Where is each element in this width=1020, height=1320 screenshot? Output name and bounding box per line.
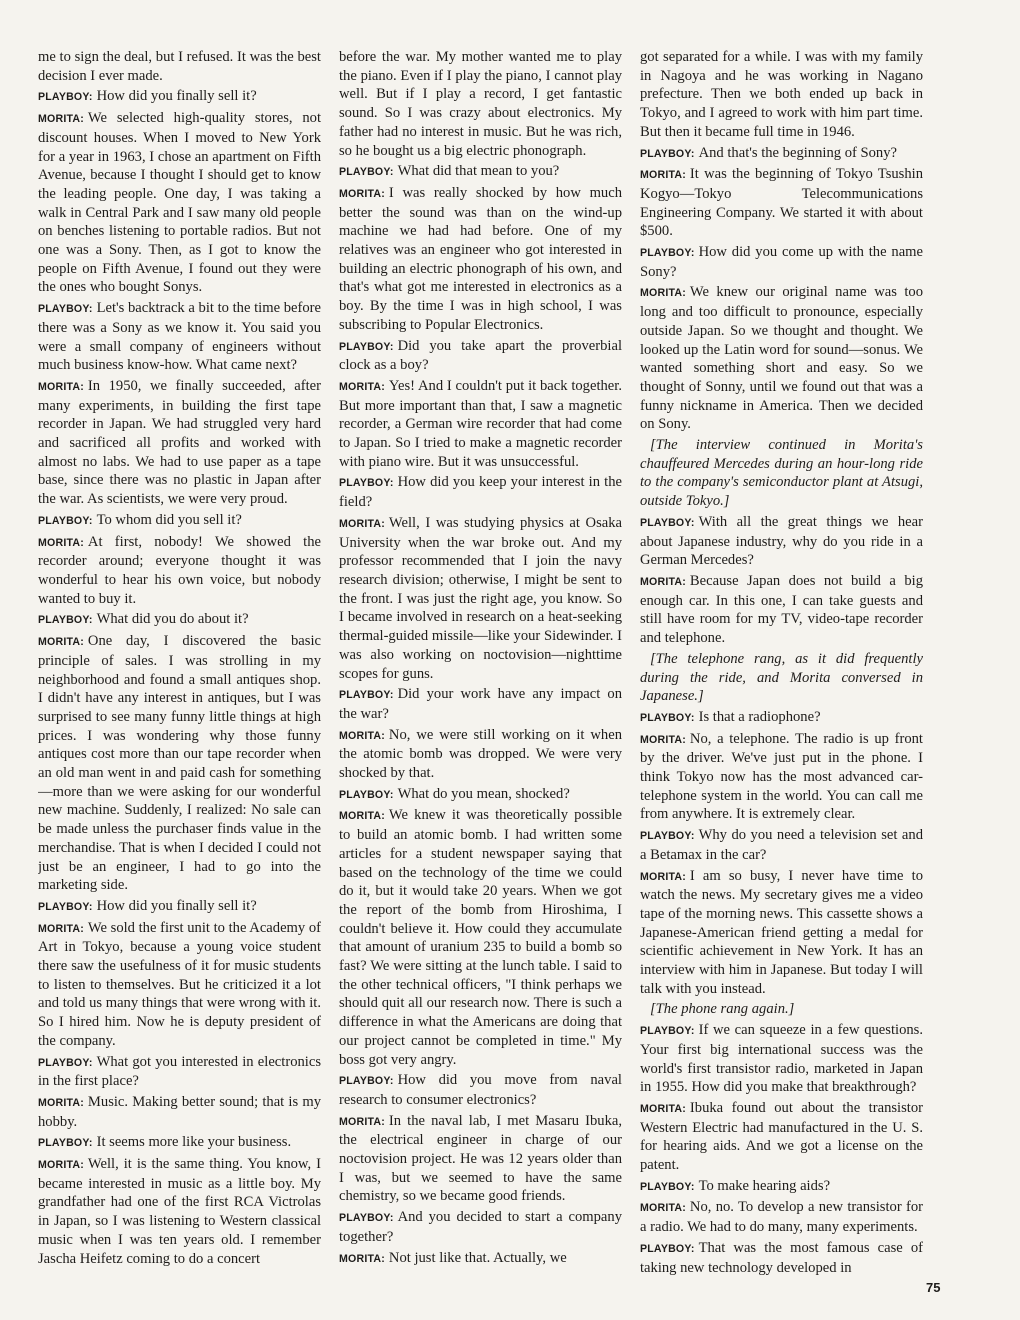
speaker-label: MORITA: [339,810,385,823]
speaker-label: MORITA: [339,1252,385,1265]
speaker-label: MORITA: [640,870,686,883]
qa-paragraph [640,1198,923,1236]
paragraph-text: before the war. My mother wanted me to play the piano. Even if I play the piano, I cannot play well. But if I play a record, I get fantastic sound. So I was crazy about electronics. My father had no interest in music. But he was rich, so he bought us a big electric phonograph. [339,49,622,159]
qa-paragraph [38,533,321,609]
paragraph-text: And you decided to start a company together? [339,1209,622,1245]
paragraph-text: No, a telephone. The radio is up front by the driver. We've just put in the phone. I think Tokyo now has the most advanced car-telephone system in the world. You can call me from anywhere. It is extremely clear. [640,730,923,823]
qa-paragraph [38,511,321,531]
qa-paragraph [640,283,923,434]
paragraph-text: Well, it is the same thing. You know, I became interested in music as a little boy. My grandfather had one of the first RCA Victrolas in Japan, so I was listening to Western classical music when I was ten years old. I remember Jascha Heifetz coming to do a concert [38,1156,321,1267]
speaker-label: MORITA: [640,575,686,588]
paragraph-text: How did you finally sell it? [96,897,257,914]
paragraph-text: Did your work have any impact on the war? [339,686,622,722]
paragraph-text: Let's backtrack a bit to the time before there was a Sony as we know it. You said you were a small company of engineers without much business know-how. What came next? [38,300,321,374]
continuation-paragraph [339,48,622,160]
paragraph-text: Ibuka found out about the transistor Western Electric had manufactured in the U. S. for hearing aids. And we got a license on the patent. [640,1099,923,1174]
paragraph-text: That was the most famous case of taking new technology developed in [640,1239,923,1276]
speaker-label: PLAYBOY: [339,788,394,801]
text-column-2 [339,48,622,1292]
paragraph-text: How did you finally sell it? [96,88,257,105]
paragraph-text: Yes! And I couldn't put it back together. But more important than that, I saw a magnetic recorder, a German wire recorder that had come to Japan. So I tried to make a magnetic recorder with piano wire. But it was unsuccessful. [339,377,622,470]
speaker-label: PLAYBOY: [38,1137,93,1150]
paragraph-text: To whom did you sell it? [96,511,242,528]
paragraph-text: Why do you need a television set and a Betamax in the car? [640,827,923,863]
speaker-label: MORITA: [640,1202,686,1215]
paragraph-text: At first, nobody! We showed the recorder around; everyone thought it was wonderful to hear his own voice, but nobody wanted to buy it. [38,533,321,607]
speaker-label: MORITA: [38,1096,84,1109]
speaker-label: MORITA: [640,287,686,300]
text-column-3 [640,48,923,1292]
qa-paragraph [339,184,622,335]
qa-paragraph [640,708,923,728]
qa-paragraph [38,632,321,895]
speaker-label: PLAYBOY: [640,516,695,529]
paragraph-text: In the naval lab, I met Masaru Ibuka, the electrical engineer in charge of our noctovision project. He was 12 years older than I was, but we seemed to have the same chemistry, so we became good friends. [339,1112,622,1205]
paragraph-text: What do you mean, shocked? [397,785,570,802]
qa-paragraph [339,473,622,511]
qa-paragraph [339,337,622,375]
paragraph-text: What did that mean to you? [397,163,560,180]
article-body [38,48,982,1292]
speaker-label: PLAYBOY: [339,689,394,702]
speaker-label: PLAYBOY: [38,1056,93,1069]
page-number: 75 [926,1280,941,1295]
stage-direction: [The phone rang again.] [650,1001,795,1018]
speaker-label: MORITA: [640,1102,686,1115]
paragraph-text: We selected high-quality stores, not discount houses. When I moved to New York for a year in 1963, I chose an apartment on Fifth Avenue, because I thought I should get to know the leading people. One day, I was taking a walk in Central Park and I saw many old people on benches listening to portable radios. But not one was a Sony. Then, as I got to know the people on Fifth Avenue, I found out they were the ones who bought Sonys. [38,110,321,296]
qa-paragraph [339,162,622,182]
paragraph-text: With all the great things we hear about Japanese industry, why do you ride in a German Mercedes? [640,513,923,569]
qa-paragraph [640,144,923,164]
qa-paragraph [38,1093,321,1131]
paragraph-text: It seems more like your business. [96,1134,292,1151]
paragraph-text: I was really shocked by how much better the sound was than on the wind-up machine we had had before. One of my relatives was an engineer who got interested in building an electric phonograph of his own, and that's what got me interested in electronics as a boy. By the time I was in high school, I was subscribing to Popular Electronics. [339,184,622,333]
paragraph-text: How did you keep your interest in the field? [339,474,622,511]
speaker-label: PLAYBOY: [339,340,394,353]
qa-paragraph [339,685,622,723]
qa-paragraph [339,806,622,1069]
qa-paragraph [38,377,321,509]
paragraph-text: One day, I discovered the basic principle of sales. I was strolling in my neighborhood and found a small antiques shop. I didn't have any interest in antiques, but I was surprised to see many funny little things at high prices. I was wondering why those funny antiques cost more than our tape recorder when an old man went in and paid cash for something—more than we were asking for our wonderful new machine. Suddenly, I realized: No sale can be made unless the purchaser finds value in the merchandise. That is when I decided I could not just be an engineer, I had to go into the marketing side. [38,633,321,894]
qa-paragraph [38,299,321,375]
qa-paragraph [339,785,622,805]
paragraph-text: Music. Making better sound; that is my hobby. [38,1093,321,1130]
paragraph-text: And that's the beginning of Sony? [698,144,897,161]
paragraph-text: In 1950, we finally succeeded, after many experiments, in building the first tape recorder in Japan. We had struggled very hard and sacrificed all profits and worked with almost no labs. We had to use paper as a tape base, since there was no plastic in Japan after the war. As scientists, we were very proud. [38,377,321,508]
speaker-label: PLAYBOY: [38,303,93,316]
qa-paragraph [38,610,321,630]
speaker-label: PLAYBOY: [38,614,93,627]
qa-paragraph [339,1249,622,1269]
speaker-label: PLAYBOY: [339,477,394,490]
speaker-label: MORITA: [38,922,84,935]
stage-direction: [The interview continued in Morita's chauffeured Mercedes during an hour-long ride to the company's semiconductor plant at Atsugi, outside Tokyo.] [640,437,923,510]
qa-paragraph [640,826,923,864]
qa-paragraph [339,1071,622,1109]
paragraph-text: Is that a radiophone? [698,708,821,725]
qa-paragraph [339,1208,622,1246]
qa-paragraph [38,919,321,1051]
qa-paragraph [640,243,923,281]
speaker-label: PLAYBOY: [640,247,695,260]
speaker-label: MORITA: [339,729,385,742]
qa-paragraph [640,867,923,999]
speaker-label: PLAYBOY: [640,147,695,160]
paragraph-text: To make hearing aids? [698,1177,831,1194]
paragraph-text: If we can squeeze in a few questions. Your first big international success was the world's first transistor radio, marketed in Japan in 1955. How did you make that breakthrough? [640,1022,923,1096]
paragraph-text: What got you interested in electronics in the first place? [38,1053,321,1090]
speaker-label: MORITA: [38,1159,84,1172]
qa-paragraph [640,730,923,825]
speaker-label: PLAYBOY: [640,711,695,724]
speaker-label: MORITA: [640,733,686,746]
speaker-label: MORITA: [339,517,385,530]
speaker-label: PLAYBOY: [640,1242,695,1255]
speaker-label: MORITA: [339,1115,385,1128]
speaker-label: MORITA: [38,113,84,126]
qa-paragraph [640,1239,923,1277]
speaker-label: PLAYBOY: [640,830,695,843]
qa-paragraph [640,1099,923,1175]
qa-paragraph [640,1021,923,1097]
qa-paragraph [339,726,622,783]
paragraph-text: me to sign the deal, but I refused. It was the best decision I ever made. [38,49,321,84]
speaker-label: MORITA: [339,380,385,393]
speaker-label: MORITA: [339,187,385,200]
speaker-label: MORITA: [38,380,84,393]
qa-paragraph [38,897,321,917]
stage-direction: [The telephone rang, as it did frequently during the ride, and Morita conversed in Japanese.] [640,650,923,705]
qa-paragraph [38,109,321,297]
paragraph-text: We knew it was theoretically possible to build an atomic bomb. I had written some articles for a student newspaper saying that based on the technology of the time we could do it, but it would take 20 years. When we got the report of the bomb from Hiroshima, I couldn't believe it. How could they accumulate that amount of uranium 235 to build a bomb so fast? We were sitting at the lunch table. I said to the other technical officers, "I think perhaps we should quit all our research now. There is such a difference in what the Americans are doing that our project cannot be completed in time." My boss got very angry. [339,807,622,1068]
qa-paragraph [640,1177,923,1197]
paragraph-text: Not just like that. Actually, we [388,1249,567,1266]
continuation-paragraph [38,48,321,85]
qa-paragraph [339,1112,622,1207]
speaker-label: MORITA: [38,636,84,649]
paragraph-text: got separated for a while. I was with my family in Nagoya and he was working in Nagano prefecture. Then we both ended up back in Tokyo, and I agreed to work with him part time. But then it became full time in 1946. [640,49,923,140]
speaker-label: PLAYBOY: [38,91,93,104]
qa-paragraph [339,514,622,683]
paragraph-text: How did you come up with the name Sony? [640,244,923,280]
speaker-label: MORITA: [640,169,686,182]
qa-paragraph [640,513,923,570]
paragraph-text: No, no. To develop a new transistor for a radio. We had to do many, many experiments. [640,1199,923,1236]
speaker-label: PLAYBOY: [339,1212,394,1225]
qa-paragraph [640,572,923,648]
paragraph-text: No, we were still working on it when the atomic bomb was dropped. We were very shocked by that. [339,726,622,782]
paragraph-text: What did you do about it? [96,611,249,628]
continuation-paragraph [640,48,923,142]
paragraph-text: Because Japan does not build a big enough car. In this one, I can take guests and still have room for my TV, video-tape recorder and telephone. [640,572,923,647]
paragraph-text: It was the beginning of Tokyo Tsushin Kogyo—Tokyo Telecommunications Engineering Company. We started it with about $500. [640,166,923,240]
speaker-label: PLAYBOY: [640,1180,695,1193]
paragraph-text: Did you take apart the proverbial clock as a boy? [339,337,622,374]
paragraph-text: Well, I was studying physics at Osaka University when the war broke out. And my professor recommended that I join the navy research division; otherwise, I might be sent to the front. I was just the right age, you know. So I became involved in research on a heat-seeking thermal-guided missile—like your Sidewinder. I was also working on noctovision—nighttime scopes for guns. [339,514,622,682]
text-column-1 [38,48,321,1292]
qa-paragraph [38,1053,321,1091]
paragraph-text: We sold the first unit to the Academy of Art in Tokyo, because a young voice student there saw the usefulness of it for music students to listen to themselves. But he criticized it a lot and told us many things that were wrong with it. So I hired him. Now he is deputy president of the company. [38,919,321,1049]
speaker-label: PLAYBOY: [339,1075,394,1088]
paragraph-text: I am so busy, I never have time to watch the news. My secretary gives me a video tape of the morning news. This cassette shows a Japanese-American friend getting a medal for scientific achievement in New York. It has an interview with him in Japanese. But today I will talk with you instead. [640,867,923,997]
paragraph-text: We knew our original name was too long and too difficult to pronounce, especially outside Japan. So we thought and thought. We looked up the Latin word for sound—sonus. We wanted something short and easy. So we thought of Sonny, until we found out that was a funny nickname in America. Then we decided on Sony. [640,284,923,433]
qa-paragraph [339,377,622,472]
speaker-label: MORITA: [38,536,84,549]
qa-paragraph [38,1133,321,1153]
paragraph-text: How did you move from naval research to consumer electronics? [339,1072,622,1108]
speaker-label: PLAYBOY: [640,1025,695,1038]
speaker-label: PLAYBOY: [38,900,93,913]
qa-paragraph [38,87,321,107]
qa-paragraph [640,165,923,241]
speaker-label: PLAYBOY: [38,514,93,527]
speaker-label: PLAYBOY: [339,166,394,179]
qa-paragraph [38,1155,321,1268]
